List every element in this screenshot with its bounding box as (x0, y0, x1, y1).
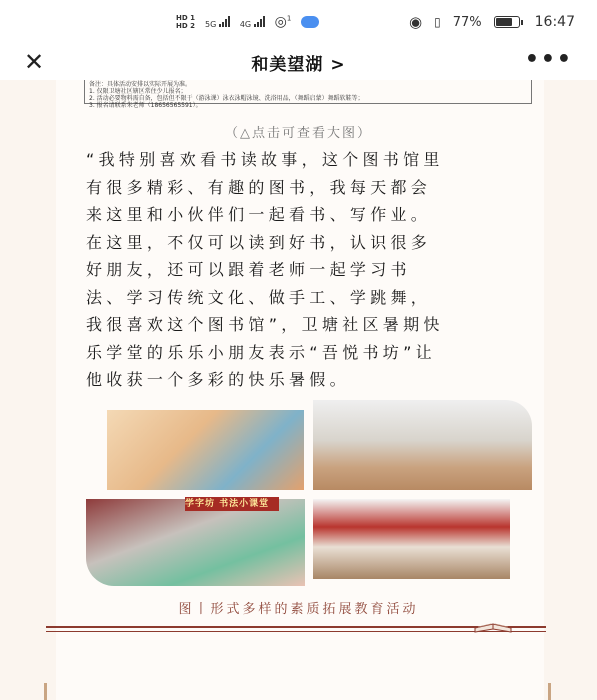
more-menu-button[interactable]: ••• (524, 47, 573, 72)
signal-4g-icon (240, 15, 265, 29)
divider (46, 631, 546, 632)
eye-icon: ◉ (409, 13, 423, 31)
divider (46, 626, 546, 628)
hd-indicator (176, 14, 195, 30)
photo-handcraft[interactable] (107, 410, 304, 490)
net2-label: 4G (239, 20, 252, 29)
battery-percent: 77% (452, 14, 482, 30)
decor-bar-right (548, 683, 551, 700)
notice-image[interactable] (84, 80, 532, 109)
vibrate-icon: ▯ (434, 15, 441, 29)
notice-line: 3. 报名请联系朱老师（18656565591）。 (89, 102, 202, 109)
nav-bar (0, 44, 597, 80)
image-hint: （△点击可查看大图） (225, 126, 372, 141)
clock: 16:47 (534, 14, 575, 30)
hd2-label: HD 2 (176, 22, 195, 30)
photo-banner-text: 学字坊 书法小课堂 (185, 497, 279, 511)
notice-line: 1. 仅限卫塘社区辖区常住少儿报名； (89, 88, 187, 95)
article-paragraph: “我特别喜欢看书读故事，这个图书馆里 有很多精彩、有趣的图书，我每天都会 来这里和小伙伴们一起看书、写作业。 在这里，不仅可以读到好书，认识很多 好朋友，还可以跟着老师一起学习书 法、学习传统文化、做手工、学跳舞， 我很喜欢这个图书馆”，卫塘社区暑期快 乐学堂的乐乐小朋友表示“吾悦书坊”让 他收获一个多彩的快乐暑假。 (86, 150, 444, 389)
wifi-icon: ◎$^1$ (274, 14, 292, 30)
status-bar (0, 0, 597, 44)
photo-caption: 图丨形式多样的素质拓展教育活动 (178, 602, 419, 617)
battery-icon (494, 16, 523, 28)
net1-label: 5G (204, 20, 217, 29)
wifi-badge: 1 (286, 14, 292, 23)
battery-fill (496, 18, 512, 26)
open-book-icon (473, 614, 513, 634)
photo-calligraphy[interactable] (86, 499, 305, 586)
close-icon[interactable]: ✕ (24, 48, 45, 76)
hd1-label: HD 1 (176, 14, 195, 22)
cloud-icon (301, 16, 319, 28)
notice-line: 备注：具体活动安排以实际开展为准。 (89, 81, 192, 88)
decor-bar-left (44, 683, 47, 700)
photo-dance[interactable] (313, 400, 532, 490)
notice-line: 2. 活动必要物料需自备，包括但不限于（游泳课）泳衣泳帽泳镜、洗浴用品，（舞蹈启蒙）舞蹈软鞋等； (89, 95, 364, 102)
photo-library-class[interactable] (313, 499, 510, 579)
page-title[interactable]: 和美望湖 > (251, 54, 346, 75)
signal-5g-icon (205, 15, 230, 29)
